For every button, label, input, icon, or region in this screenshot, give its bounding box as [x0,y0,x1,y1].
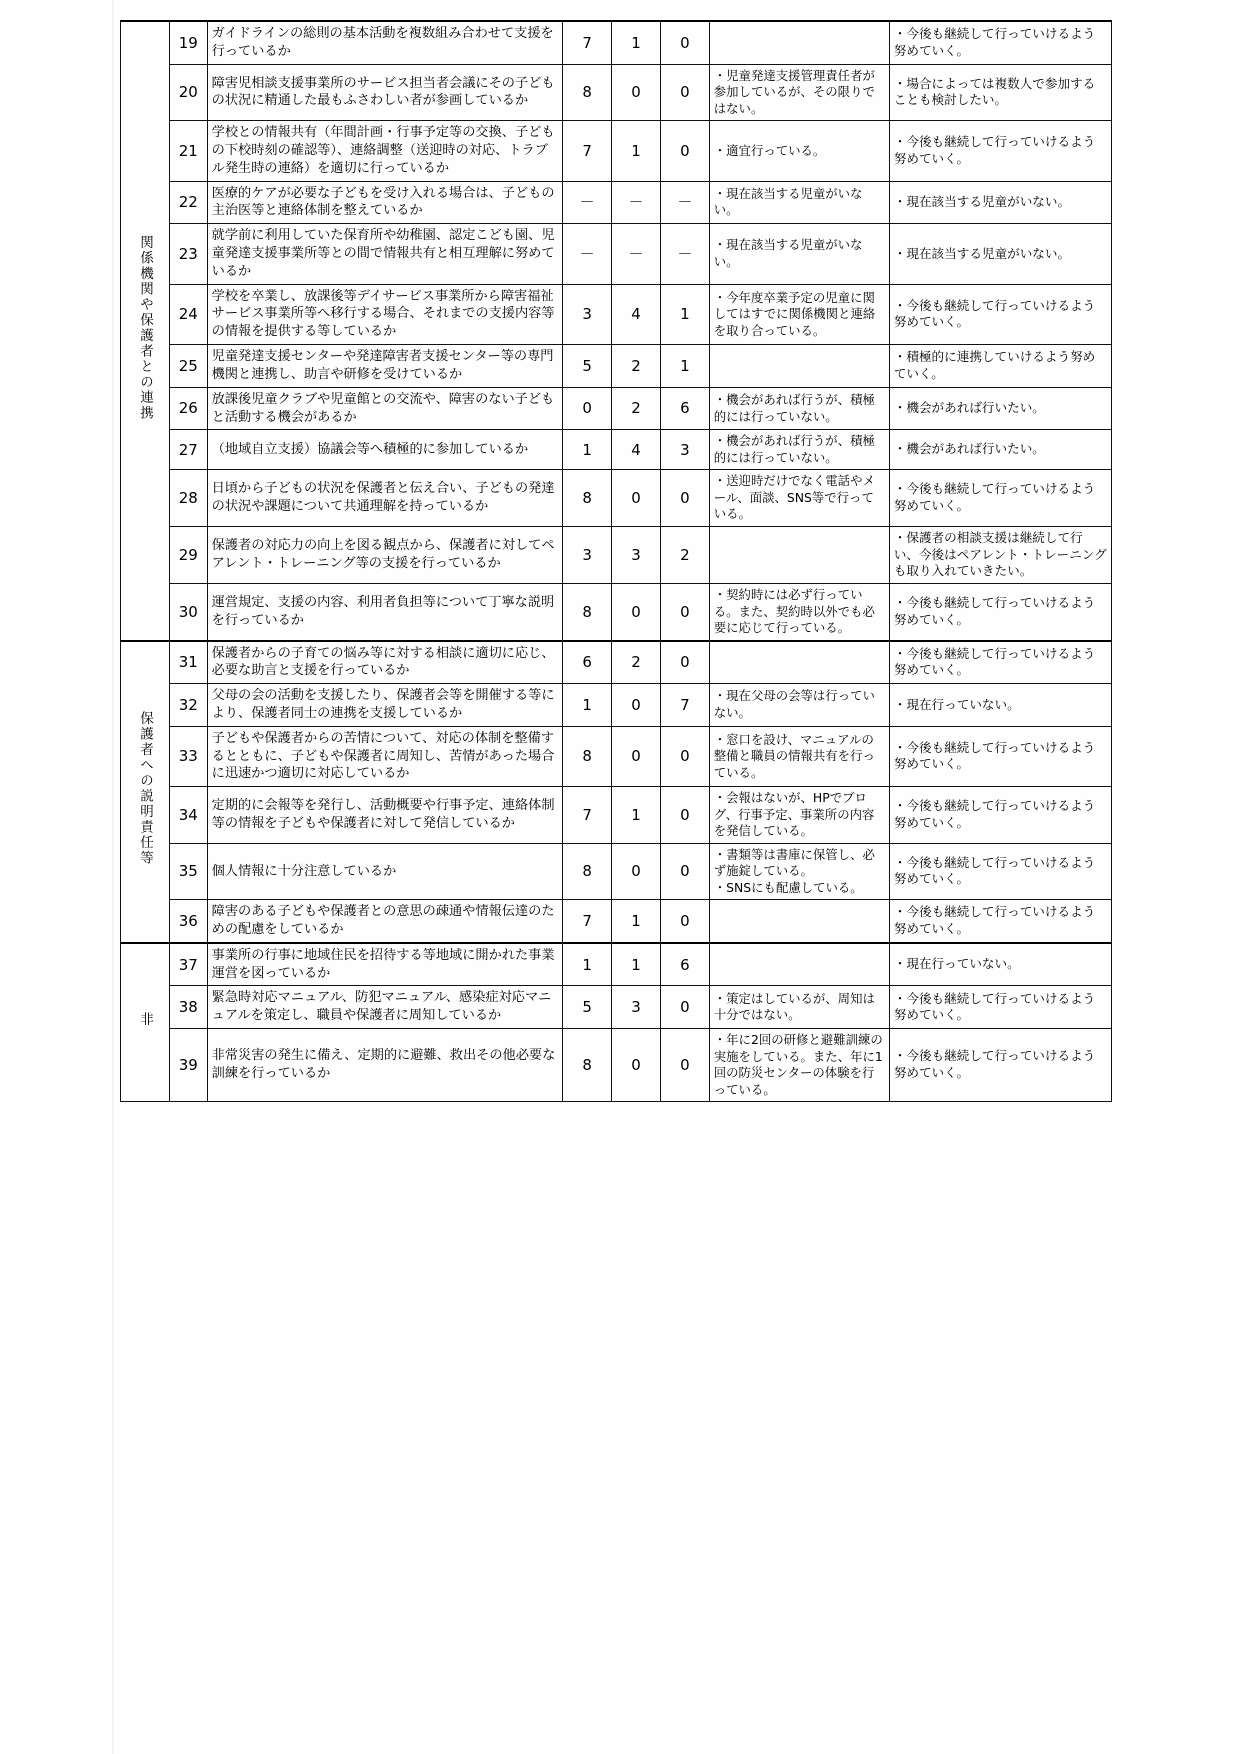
improvement-plan: ・今後も継続して行っていけるよう努めていく。 [889,470,1111,527]
count-partial: 2 [612,641,661,684]
count-no: － [660,181,709,224]
row-number: 29 [169,526,207,583]
current-status [709,641,889,684]
count-no: 0 [660,787,709,844]
row-number: 25 [169,345,207,388]
current-status: ・児童発達支援管理責任者が参加しているが、その限りではない。 [709,64,889,121]
count-partial: 0 [612,684,661,727]
count-partial: 0 [612,64,661,121]
count-partial: － [612,181,661,224]
count-yes: 7 [563,900,612,943]
count-partial: － [612,224,661,284]
count-yes: 5 [563,345,612,388]
row-number: 33 [169,726,207,786]
evaluation-item: 医療的ケアが必要な子どもを受け入れる場合は、子どもの主治医等と連絡体制を整えているか [207,181,563,224]
count-yes: 8 [563,1029,612,1102]
table-body [121,21,1112,1102]
current-status: ・契約時には必ず行っている。また、契約時以外でも必要に応じて行っている。 [709,584,889,641]
category-text: 非 [137,1011,154,1028]
count-no: 3 [660,430,709,470]
row-number: 20 [169,64,207,121]
table-row [121,641,1112,684]
improvement-plan: ・現在行っていない。 [889,943,1111,986]
improvement-plan: ・今後も継続して行っていけるよう努めていく。 [889,1029,1111,1102]
count-yes: 1 [563,943,612,986]
row-number: 38 [169,986,207,1029]
category-text: 保護者への説明責任等 [137,711,154,867]
row-number: 39 [169,1029,207,1102]
row-number: 19 [169,21,207,64]
count-yes: 1 [563,430,612,470]
improvement-plan: ・今後も継続して行っていけるよう努めていく。 [889,787,1111,844]
count-no: 7 [660,684,709,727]
current-status: ・窓口を設け、マニュアルの整備と職員の情報共有を行っている。 [709,726,889,786]
table-row [121,787,1112,844]
row-number: 23 [169,224,207,284]
row-number: 31 [169,641,207,684]
evaluation-item: ガイドラインの総則の基本活動を複数組み合わせて支援を行っているか [207,21,563,64]
current-status: ・機会があれば行うが、積極的には行っていない。 [709,387,889,430]
table-row [121,684,1112,727]
evaluation-item: 障害児相談支援事業所のサービス担当者会議にその子どもの状況に精通した最もふさわしい者が参画しているか [207,64,563,121]
current-status: ・現在該当する児童がいない。 [709,224,889,284]
table-row [121,181,1112,224]
table-row [121,1029,1112,1102]
row-number: 36 [169,900,207,943]
current-status: ・機会があれば行うが、積極的には行っていない。 [709,430,889,470]
table-row [121,121,1112,181]
table-row [121,526,1112,583]
count-partial: 2 [612,387,661,430]
improvement-plan: ・機会があれば行いたい。 [889,387,1111,430]
improvement-plan: ・積極的に連携していけるよう努めていく。 [889,345,1111,388]
row-number: 34 [169,787,207,844]
current-status [709,345,889,388]
row-number: 28 [169,470,207,527]
count-no: 0 [660,986,709,1029]
count-yes: 7 [563,21,612,64]
improvement-plan: ・現在該当する児童がいない。 [889,181,1111,224]
current-status: ・年に2回の研修と避難訓練の実施をしている。また、年に1回の防災センターの体験を行っている。 [709,1029,889,1102]
row-number: 24 [169,284,207,344]
count-yes: 0 [563,387,612,430]
scan-edge [112,0,114,1754]
count-no: 0 [660,1029,709,1102]
count-yes: 8 [563,584,612,641]
table-row [121,430,1112,470]
count-yes: － [563,224,612,284]
count-yes: 8 [563,726,612,786]
current-status: ・現在父母の会等は行っていない。 [709,684,889,727]
improvement-plan: ・今後も継続して行っていけるよう努めていく。 [889,843,1111,900]
current-status: ・書類等は書庫に保管し、必ず施錠している。 ・SNSにも配慮している。 [709,843,889,900]
evaluation-item: （地域自立支援）協議会等へ積極的に参加しているか [207,430,563,470]
evaluation-item: 運営規定、支援の内容、利用者負担等について丁寧な説明を行っているか [207,584,563,641]
evaluation-item: 非常災害の発生に備え、定期的に避難、救出その他必要な訓練を行っているか [207,1029,563,1102]
count-partial: 1 [612,121,661,181]
improvement-plan: ・今後も継続して行っていけるよう努めていく。 [889,986,1111,1029]
improvement-plan: ・現在行っていない。 [889,684,1111,727]
improvement-plan: ・今後も継続して行っていけるよう努めていく。 [889,21,1111,64]
category-label-cat-accountability [121,641,170,943]
current-status [709,21,889,64]
row-number: 22 [169,181,207,224]
table-row [121,345,1112,388]
table-row [121,584,1112,641]
count-partial: 3 [612,986,661,1029]
count-partial: 1 [612,21,661,64]
table-row [121,986,1112,1029]
count-yes: 3 [563,526,612,583]
current-status: ・今年度卒業予定の児童に関してはすでに関係機関と連絡を取り合っている。 [709,284,889,344]
evaluation-item: 児童発達支援センターや発達障害者支援センター等の専門機関と連携し、助言や研修を受けているか [207,345,563,388]
count-partial: 0 [612,584,661,641]
current-status [709,943,889,986]
current-status: ・送迎時だけでなく電話やメール、面談、SNS等で行っている。 [709,470,889,527]
evaluation-item: 事業所の行事に地域住民を招待する等地域に開かれた事業運営を図っているか [207,943,563,986]
improvement-plan: ・今後も継続して行っていけるよう努めていく。 [889,584,1111,641]
evaluation-item: 子どもや保護者からの苦情について、対応の体制を整備するとともに、子どもや保護者に周知し、苦情があった場合に迅速かつ適切に対応しているか [207,726,563,786]
improvement-plan: ・今後も継続して行っていけるよう努めていく。 [889,121,1111,181]
table-row [121,726,1112,786]
evaluation-item: 障害のある子どもや保護者との意思の疎通や情報伝達のための配慮をしているか [207,900,563,943]
count-no: 0 [660,843,709,900]
table-row [121,470,1112,527]
count-no: 1 [660,345,709,388]
table-row [121,64,1112,121]
table-row [121,387,1112,430]
count-partial: 3 [612,526,661,583]
count-no: 0 [660,641,709,684]
table-row [121,284,1112,344]
count-partial: 4 [612,430,661,470]
count-no: 6 [660,387,709,430]
count-partial: 1 [612,787,661,844]
row-number: 32 [169,684,207,727]
count-yes: 7 [563,121,612,181]
count-partial: 1 [612,900,661,943]
current-status: ・会報はないが、HPでブログ、行事予定、事業所の内容を発信している。 [709,787,889,844]
count-yes: 6 [563,641,612,684]
count-partial: 0 [612,1029,661,1102]
count-no: 0 [660,900,709,943]
current-status: ・現在該当する児童がいない。 [709,181,889,224]
count-partial: 0 [612,470,661,527]
evaluation-item: 就学前に利用していた保育所や幼稚園、認定こども園、児童発達支援事業所等との間で情報共有と相互理解に努めているか [207,224,563,284]
current-status: ・適宜行っている。 [709,121,889,181]
evaluation-item: 放課後児童クラブや児童館との交流や、障害のない子どもと活動する機会があるか [207,387,563,430]
count-yes: － [563,181,612,224]
count-no: 0 [660,21,709,64]
row-number: 30 [169,584,207,641]
improvement-plan: ・現在該当する児童がいない。 [889,224,1111,284]
count-yes: 3 [563,284,612,344]
improvement-plan: ・今後も継続して行っていけるよう努めていく。 [889,641,1111,684]
row-number: 37 [169,943,207,986]
count-no: 0 [660,121,709,181]
table-row [121,224,1112,284]
evaluation-item: 個人情報に十分注意しているか [207,843,563,900]
count-no: 6 [660,943,709,986]
table-row [121,900,1112,943]
improvement-plan: ・場合によっては複数人で参加することも検討したい。 [889,64,1111,121]
count-no: 0 [660,64,709,121]
count-partial: 0 [612,726,661,786]
improvement-plan: ・今後も継続して行っていけるよう努めていく。 [889,726,1111,786]
evaluation-item: 学校との情報共有（年間計画・行事予定等の交換、子どもの下校時刻の確認等）、連絡調整（送迎時の対応、トラブル発生時の連絡）を適切に行っているか [207,121,563,181]
count-yes: 1 [563,684,612,727]
category-label-cat-relations [121,21,170,641]
row-number: 26 [169,387,207,430]
improvement-plan: ・機会があれば行いたい。 [889,430,1111,470]
count-partial: 1 [612,943,661,986]
row-number: 21 [169,121,207,181]
evaluation-item: 保護者からの子育ての悩み等に対する相談に適切に応じ、必要な助言と支援を行っているか [207,641,563,684]
count-no: 0 [660,726,709,786]
count-no: 0 [660,470,709,527]
table-row [121,843,1112,900]
table-row [121,21,1112,64]
count-yes: 7 [563,787,612,844]
count-no: 0 [660,584,709,641]
count-partial: 0 [612,843,661,900]
category-text: 関係機関や保護者との連携 [137,234,154,421]
evaluation-item: 定期的に会報等を発行し、活動概要や行事予定、連絡体制等の情報を子どもや保護者に対して発信しているか [207,787,563,844]
evaluation-item: 緊急時対応マニュアル、防犯マニュアル、感染症対応マニュアルを策定し、職員や保護者に周知しているか [207,986,563,1029]
current-status: ・策定はしているが、周知は十分ではない。 [709,986,889,1029]
count-partial: 4 [612,284,661,344]
count-yes: 5 [563,986,612,1029]
count-no: 2 [660,526,709,583]
table-row [121,943,1112,986]
evaluation-item: 父母の会の活動を支援したり、保護者会等を開催する等により、保護者同士の連携を支援しているか [207,684,563,727]
improvement-plan: ・保護者の相談支援は継続して行い、今後はペアレント・トレーニングも取り入れていきたい。 [889,526,1111,583]
current-status [709,526,889,583]
count-yes: 8 [563,64,612,121]
evaluation-item: 学校を卒業し、放課後等デイサービス事業所から障害福祉サービス事業所等へ移行する場合、それまでの支援内容等の情報を提供する等しているか [207,284,563,344]
improvement-plan: ・今後も継続して行っていけるよう努めていく。 [889,900,1111,943]
category-label-cat-emergency [121,943,170,1102]
count-no: 1 [660,284,709,344]
evaluation-item: 保護者の対応力の向上を図る観点から、保護者に対してペアレント・トレーニング等の支援を行っているか [207,526,563,583]
evaluation-item: 日頃から子どもの状況を保護者と伝え合い、子どもの発達の状況や課題について共通理解を持っているか [207,470,563,527]
current-status [709,900,889,943]
improvement-plan: ・今後も継続して行っていけるよう努めていく。 [889,284,1111,344]
self-evaluation-table [120,20,1112,1102]
row-number: 27 [169,430,207,470]
count-yes: 8 [563,843,612,900]
count-partial: 2 [612,345,661,388]
count-no: － [660,224,709,284]
row-number: 35 [169,843,207,900]
count-yes: 8 [563,470,612,527]
